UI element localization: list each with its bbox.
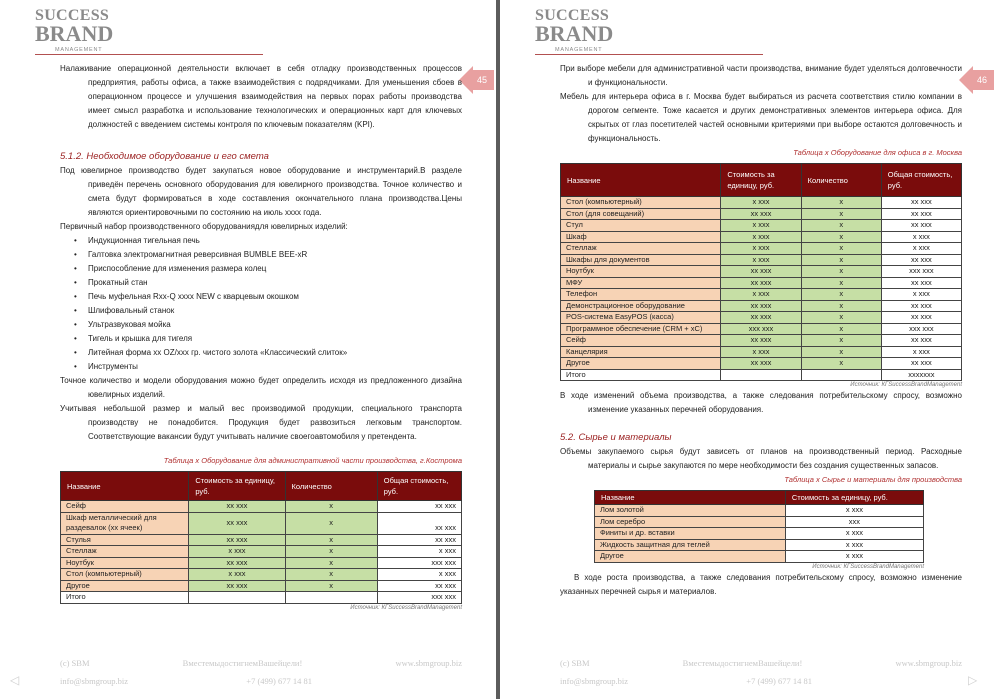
table-row: Шкаф металлический для раздевалок (xx ячеек) xx xxx x xx xxx — [61, 512, 462, 534]
section-heading: 5.2. Сырье и материалы — [560, 432, 672, 443]
list-item: • Ультразвуковая мойка — [88, 318, 462, 332]
table-row: Финиты и др. вставки x xxx — [595, 528, 924, 540]
list-item: • Литейная форма xx OZ/xxx гр. чистого золота «Классический слиток» — [88, 346, 462, 360]
table-row: Лом серебро xxx — [595, 516, 924, 528]
list-item: • Инструменты — [88, 360, 462, 374]
table-row: Другое x xxx — [595, 551, 924, 563]
list-item: • Прокатный стан — [88, 276, 462, 290]
list-item: • Тигель и крышка для тигеля — [88, 332, 462, 346]
table-row: Сейф xx xxx x xx xxx — [61, 501, 462, 513]
page-footer: (c) SBM ВместемыдостигнемВашейцели! www.sbmgroup.biz info@sbmgroup.biz +7 (499) 677 14 81 — [560, 658, 962, 686]
table-row: Ноутбук xx xxx x xxx xxx — [61, 557, 462, 569]
table-row: Стол (компьютерный) x xxx x x xxx — [61, 569, 462, 581]
column-header: Количество — [285, 472, 377, 501]
page-body — [60, 62, 462, 612]
column-header: Стоимость за единицу, руб. — [189, 472, 285, 501]
section-heading: 5.1.2. Необходимое оборудование и его смета — [60, 151, 269, 162]
intro-paragraph: Налаживание операционной деятельности включает в себя отладку производственных процессов предприятия, работы офиса, а также взаимодействия с подрядчиками. Для уменьшения сбоев в операционном процессе и улучшения взаимодействия на первых порах работы производства имеет смысл разработка и использование технологических и операционных карт для ключевых должностей с введением системы контроля по ключевым показателям (KPI). — [60, 64, 462, 129]
document-page-left — [0, 0, 496, 699]
paragraph: Мебель для интерьера офиса в г. Москва будет выбираться из расчета соответствия стилю компании в дорогом сегменте. Тоже касается и других демонстративных элементов интерьера офиса. Для скрытых от глаз посетителей частей основными критериями при выборе остаются долговечность и функциональность. — [560, 92, 962, 143]
paragraph: Первичный набор производственного оборудованиядля ювелирных изделий: — [60, 222, 348, 231]
table-row: Телефон x xxx x x xxx — [561, 289, 962, 301]
table-row: Демонстрационное оборудование xx xxx x xx xxx — [561, 300, 962, 312]
table-row: Стул x xxx x xx xxx — [561, 220, 962, 232]
page-number: 46 — [970, 70, 994, 90]
equipment-list — [60, 234, 462, 374]
paragraph: Точное количество и модели оборудования можно будет определить исходя из предложенного дизайна ювелирных изделий. — [60, 376, 462, 399]
table-row: Шкаф x xxx x x xxx — [561, 231, 962, 243]
table-row: МФУ xx xxx x xx xxx — [561, 277, 962, 289]
paragraph: Под ювелирное производство будет закупаться новое оборудование и инструментарий.В разделе приведён перечень основного оборудования для ювелирного производства. Точное количество и смета будут формироваться в ходе составления окончательного плана производства.Цены являются ориентировочными по состоянию на июль xxxx года. — [60, 166, 462, 217]
list-item: • Шлифовальный станок — [88, 304, 462, 318]
paragraph: В ходе роста производства, а также следования потребительскому спросу, возможно изменение указанных перечней сырья и материалов. — [560, 572, 962, 596]
table-caption: Таблица x Оборудование для офиса в г. Москва — [793, 148, 962, 157]
next-page-icon[interactable]: ▷ — [968, 673, 978, 687]
paragraph: При выборе мебели для административной части производства, внимание будет уделяться долговечности и функциональности. — [560, 64, 962, 87]
table-header-row — [595, 491, 924, 505]
table-row: Жидкость защитная для теглей x xxx — [595, 539, 924, 551]
column-header: Название — [61, 472, 189, 501]
paragraph: Учитывая небольшой размер и малый вес производимой продукции, специального транспорта производству не понадобится. Продукция будет развозиться легковым транспортом. Соответствующие вакансии будут учитывать наличие своегоавтомобиля у претендента. — [60, 404, 462, 441]
paragraph: В ходе изменений объема производства, а также следования потребительскому спросу, возможно изменение указанных перечней оборудования. — [560, 391, 962, 414]
table-row: Стеллаж x xxx x x xxx — [561, 243, 962, 255]
page-number: 45 — [470, 70, 494, 90]
header-divider — [535, 54, 763, 55]
table-source: Источник: КГSuccessBrandManagement — [350, 604, 462, 611]
table-row: Канцелярия x xxx x x xxx — [561, 346, 962, 358]
table-row: Лом золотой x xxx — [595, 505, 924, 517]
table-row: Стеллаж x xxx x x xxx — [61, 546, 462, 558]
brand-logo: SUCCESS BRAND MANAGEMENT — [35, 7, 114, 53]
table-source: Источник: КГSuccessBrandManagement — [812, 563, 924, 570]
table-total-row: Итого xxxxxxx — [561, 369, 962, 381]
column-header: Название — [561, 164, 721, 197]
column-header: Название — [595, 491, 786, 505]
table-row: Сейф xx xxx x xx xxx — [561, 335, 962, 347]
table-row: Стулья xx xxx x xx xxx — [61, 534, 462, 546]
paragraph: Объемы закупаемого сырья будут зависеть от планов на производственный период. Расходные материалы и сырье закупаются по мере необходимости без создания существенных запасов. — [560, 447, 962, 470]
column-header: Стоимость за единицу, руб. — [785, 491, 923, 505]
prev-page-icon[interactable]: ◁ — [10, 673, 20, 687]
list-item: • Индукционная тигельная печь — [88, 234, 462, 248]
column-header: Стоимость за единицу, руб. — [721, 164, 801, 197]
table-header-row — [61, 472, 462, 501]
table-source: Источник: КГSuccessBrandManagement — [850, 382, 962, 388]
table-caption: Таблица x Сырье и материалы для производства — [784, 475, 962, 484]
table-header-row — [561, 164, 962, 197]
table-row: Программное обеспечение (CRM + xС) xxx xxx x xxx xxx — [561, 323, 962, 335]
page-footer: (c) SBM ВместемыдостигнемВашейцели! www.sbmgroup.biz info@sbmgroup.biz +7 (499) 677 14 81 — [60, 658, 462, 686]
table-row: Ноутбук xx xxx x xxx xxx — [561, 266, 962, 278]
list-item: • Приспособление для изменения размера колец — [88, 262, 462, 276]
table-row: Стол (для совещаний) xx xxx x xx xxx — [561, 208, 962, 220]
document-page-right — [500, 0, 994, 699]
table-total-row: Итого xxx xxx — [61, 592, 462, 604]
column-header: Общая стоимость, руб. — [377, 472, 461, 501]
list-item: • Галтовка электромагнитная реверсивная BUMBLE BEE-xR — [88, 248, 462, 262]
header-divider — [35, 54, 263, 55]
table-row: Шкафы для документов x xxx x xx xxx — [561, 254, 962, 266]
list-item: • Печь муфельная Rxx-Q xxxx NEW с кварцевым окошком — [88, 290, 462, 304]
office-equipment-table — [560, 163, 962, 381]
page-body — [560, 62, 962, 599]
table-row: Другое xx xxx x xx xxx — [561, 358, 962, 370]
table-row: Стол (компьютерный) x xxx x xx xxx — [561, 197, 962, 209]
equipment-table — [60, 471, 462, 604]
table-caption: Таблица x Оборудование для административной части производства, г.Кострома — [163, 456, 462, 465]
table-row: POS-система EasyPOS (касса) xx xxx x xx xxx — [561, 312, 962, 324]
materials-table — [594, 490, 924, 563]
table-row: Другое xx xxx x xx xxx — [61, 580, 462, 592]
column-header: Количество — [801, 164, 881, 197]
brand-logo: SUCCESS BRAND MANAGEMENT — [535, 7, 614, 53]
column-header: Общая стоимость, руб. — [881, 164, 961, 197]
